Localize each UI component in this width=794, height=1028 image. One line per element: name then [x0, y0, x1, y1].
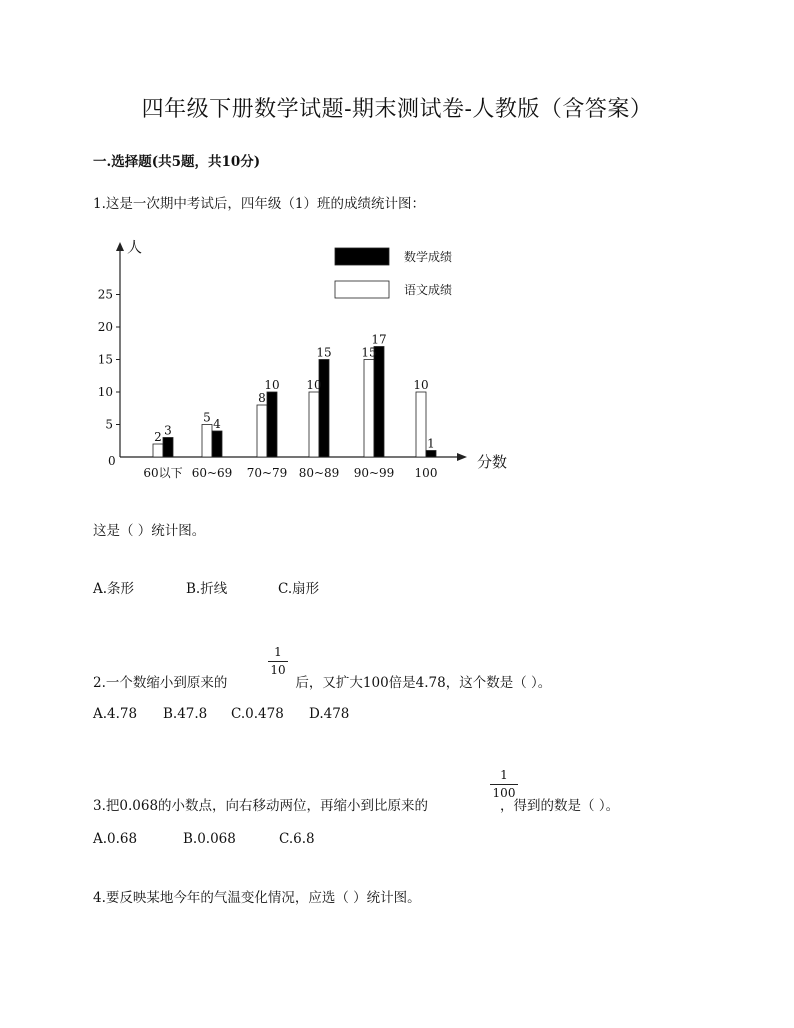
chinese-bar-value-label: 15	[361, 345, 377, 360]
chinese-bar-value-label: 8	[258, 391, 266, 405]
x-axis-arrow	[457, 453, 467, 461]
q2-text-after: 后，又扩大100倍是4.78，这个数是（ ）。	[295, 675, 552, 691]
chinese-bar-value-label: 10	[306, 378, 322, 392]
q1-option-a[interactable]: A.条形	[93, 581, 135, 597]
math-bar-value-label: 10	[264, 378, 280, 392]
section-heading: 一.选择题(共5题，共10分)	[93, 154, 261, 170]
fraction-bar	[268, 661, 288, 662]
x-tick-label: 80~89	[298, 466, 340, 480]
grade-bar-chart	[95, 228, 535, 490]
y-tick-label: 15	[97, 352, 113, 367]
chart-labels	[98, 238, 507, 480]
q1-option-b[interactable]: B.折线	[186, 581, 228, 597]
q3-text-before: 3.把0.068的小数点，向右移动两位，再缩小到比原来的	[93, 798, 429, 814]
question-2-text	[93, 671, 551, 691]
y-tick-label: 25	[97, 287, 113, 302]
chinese-score-bar	[416, 392, 426, 457]
math-bar-value-label: 3	[164, 423, 172, 438]
legend-swatch-chinese	[335, 281, 389, 298]
chinese-bar-value-label: 5	[203, 410, 211, 425]
question-4-text: 4.要反映某地今年的气温变化情况，应选（ ）统计图。	[93, 890, 421, 906]
y-axis-label: 人	[127, 238, 143, 256]
math-score-bar	[163, 438, 173, 458]
x-tick-label: 70~79	[246, 466, 288, 480]
x-tick-label: 60~69	[191, 466, 233, 480]
chinese-bar-value-label: 2	[154, 430, 162, 444]
q2-option-d[interactable]: D.478	[309, 706, 350, 722]
y-tick-label: 10	[97, 385, 113, 399]
q3-option-c[interactable]: C.6.8	[279, 831, 315, 847]
math-bar-value-label: 15	[316, 345, 332, 360]
chinese-score-bar	[309, 392, 319, 457]
math-score-bar	[267, 392, 277, 457]
question-3-text	[93, 794, 619, 814]
legend-label-math: 数学成绩	[404, 250, 453, 264]
chinese-score-bar	[364, 360, 374, 458]
y-axis-arrow	[116, 242, 124, 251]
q3-fraction-numerator: 1	[500, 768, 508, 782]
chinese-score-bar	[202, 425, 212, 458]
question-1-options	[93, 577, 319, 597]
page-title: 四年级下册数学试题-期末测试卷-人教版（含答案）	[141, 97, 653, 122]
q3-text-after: ，得到的数是（ ）。	[500, 798, 620, 814]
math-bar-value-label: 4	[213, 417, 221, 431]
math-score-bar	[319, 360, 329, 458]
math-bar-value-label: 1	[427, 436, 435, 451]
q3-fraction-denominator: 100	[492, 786, 516, 800]
question-2-options	[93, 706, 349, 722]
question-1-text: 1.这是一次期中考试后，四年级（1）班的成绩统计图：	[93, 196, 425, 212]
chinese-bar-value-label: 10	[413, 378, 429, 392]
y-tick-label: 5	[105, 417, 113, 432]
fraction-bar	[490, 784, 518, 785]
math-score-bar	[212, 431, 222, 457]
question-1-prompt: 这是（ ）统计图。	[93, 523, 206, 539]
math-score-bar	[374, 347, 384, 458]
legend-label-chinese: 语文成绩	[404, 283, 453, 297]
chinese-score-bar	[153, 444, 163, 457]
x-tick-label: 60以下	[143, 466, 183, 480]
q1-option-c[interactable]: C.扇形	[278, 581, 320, 597]
x-axis-label: 分数	[477, 453, 508, 471]
x-tick-label: 90~99	[353, 466, 395, 480]
q3-option-a[interactable]: A.0.68	[93, 831, 138, 847]
q2-fraction-numerator: 1	[274, 645, 282, 659]
x-tick-label: 100	[414, 466, 438, 480]
chart-legend	[335, 248, 452, 298]
legend-swatch-math	[335, 248, 389, 265]
chinese-score-bar	[257, 405, 267, 457]
q2-option-b[interactable]: B.47.8	[163, 706, 208, 722]
y-tick-label: 20	[97, 320, 113, 334]
q2-fraction-denominator: 10	[270, 663, 286, 677]
q2-option-a[interactable]: A.4.78	[93, 706, 138, 722]
y-origin-label: 0	[108, 454, 116, 468]
q2-option-c[interactable]: C.0.478	[231, 706, 284, 722]
math-bar-value-label: 17	[371, 332, 387, 347]
chart-bars	[153, 347, 436, 458]
question-3-options	[93, 831, 315, 847]
q2-text-before: 2.一个数缩小到原来的	[93, 675, 228, 691]
math-score-bar	[426, 451, 436, 458]
q3-option-b[interactable]: B.0.068	[183, 831, 236, 847]
